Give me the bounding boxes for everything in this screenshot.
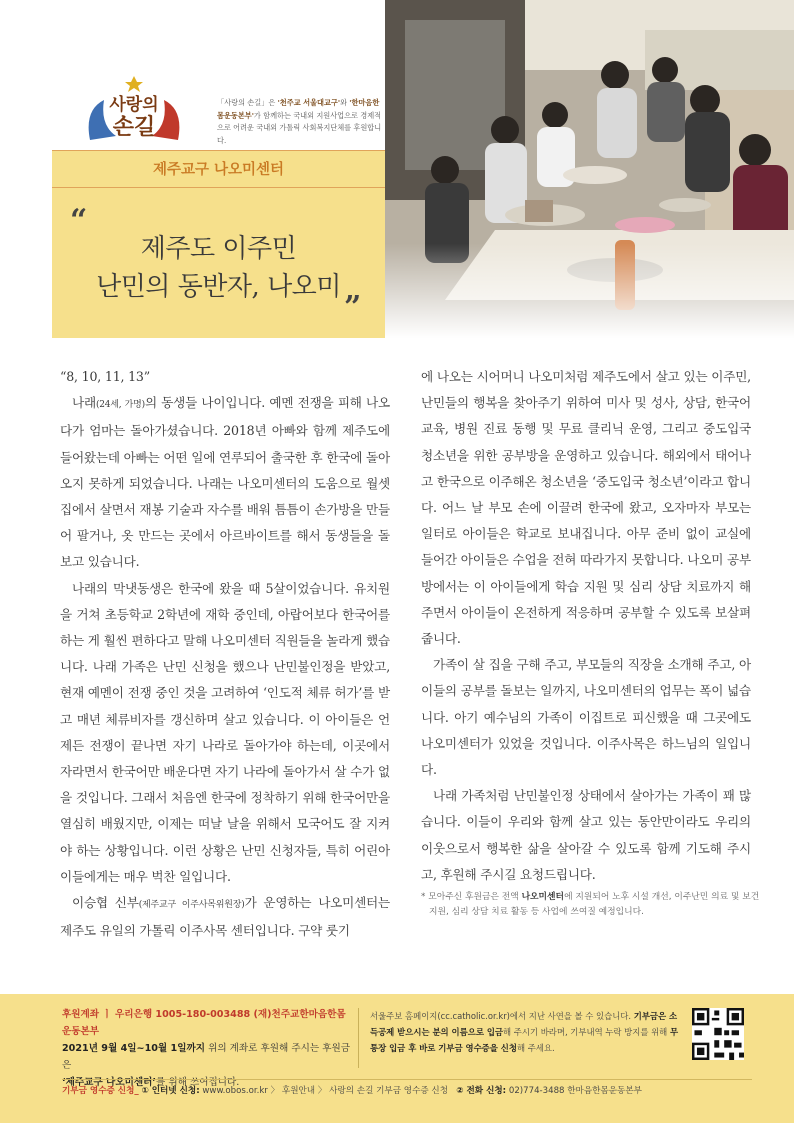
center-name: 제주교구 나오미센터 (52, 150, 385, 188)
footer-divider (358, 1008, 359, 1068)
title-line-2: 난민의 동반자, 나오미 (96, 272, 341, 302)
paragraph: 나래 가족처럼 난민불인정 상태에서 살아가는 가족이 꽤 많습니다. 이들이 우리와 함께 살고 있는 동안만이라도 우리의 이웃으로서 행복한 삶을 살아갈 수 있도록 함께 기도해 주시고, 후원해 주시길 요청드립니다. (421, 788, 751, 882)
period-line: 2021년 9월 4일~10월 1일까지 위의 계좌로 후원해 주시는 후원금은 (62, 1043, 351, 1071)
title-line-1: 제주도 이주민 (140, 234, 297, 264)
receipt-request-line: 기부금 영수증 신청_ ① 인터넷 신청: www.obos.or.kr 〉 후원안내 〉 사랑의 손길 기부금 영수증 신청 ② 전화 신청: 02)774-3488 한마음한몸운동본부 (62, 1079, 752, 1099)
love-hands-logo (80, 70, 188, 148)
article-column-left (60, 364, 390, 944)
close-quote-mark: ” (344, 290, 362, 325)
paragraph: 나래(24세, 가명)의 동생들 나이입니다. 예멘 전쟁을 피해 나오다가 엄마는 돌아가셨습니다. 2018년 아빠와 함께 제주도에 들어왔는데 아빠는 어떤 일에 연루되어 출국한 후 한국에 돌아오지 못하게 되었습니다. 나래는 나오미센터의 도움으로 월셋집에서 살면서 재봉 기술과 자수를 배워 틈틈이 손가방을 만들어 팔거나, 옷 만드는 곳에서 아르바이트를 해서 동생들을 돌보고 있습니다. (60, 395, 390, 570)
svg-text:사랑의: 사랑의 (109, 95, 159, 115)
article-column-right (421, 364, 751, 888)
account-label: 후원계좌 ㅣ 우리은행 1005-180-003488 (재)천주교한마음한몸운동본부 (62, 1009, 346, 1037)
open-quote-mark: “ (70, 203, 88, 238)
intro-text: 「사랑의 손길」은 '천주교 서울대교구'와 '한마음한몸운동본부'가 함께하는 국내외 지원사업으로 경제적으로 어려운 국내외 가톨릭 사회복지단체를 후원합니다. (217, 98, 382, 145)
header-panel (52, 0, 385, 338)
footer (0, 994, 794, 1123)
svg-text:손길: 손길 (112, 114, 156, 140)
page-title (52, 230, 385, 306)
target-line: ‘제주교구 나오미센터’를 위해 쓰여집니다. (62, 1077, 240, 1088)
receipt-guide: 서울주보 홈페이지(cc.catholic.or.kr)에서 지난 사연을 볼 수 있습니다. 기부금은 소득공제 받으시는 분의 이름으로 입금해 주시기 바라며, 기부내역 누락 방지를 위해 무통장 입금 후 바로 기부금 영수증을 신청해 주세요. (370, 1011, 679, 1053)
qr-code-icon[interactable] (692, 1008, 744, 1060)
paragraph: 이승협 신부(제주교구 이주사목위원장)가 운영하는 나오미센터는 제주도 유일의 가톨릭 이주사목 센터입니다. 구약 룻기 (60, 895, 390, 939)
paragraph: 가족이 살 집을 구해 주고, 부모들의 직장을 소개해 주고, 아이들의 공부를 돌보는 일까지, 나오미센터의 업무는 폭이 넓습니다. 아기 예수님의 가족이 이집트로 피신했을 때 그곳에도 나오미센터가 있었을 것입니다. 이주사목은 하느님의 일입니다. (421, 657, 751, 778)
paragraph: 나래의 막냇동생은 한국에 왔을 때 5살이었습니다. 유치원을 거쳐 초등학교 2학년에 재학 중인데, 아랍어보다 한국어를 하는 게 훨씬 편하다고 말해 나오미센터 직원들을 놀라게 했습니다. 나래 가족은 난민 신청을 했으나 난민불인정을 받았고, 현재 예멘이 전쟁 중인 것을 고려하여 ‘인도적 체류 허가’를 받고 매년 체류비자를 갱신하며 살고 있습니다. 이 아이들은 언제든 전쟁이 끝나면 자기 나라로 돌아가야 하는데, 이곳에서 자라면서 한국어만 배운다면 자기 나라에 돌아가서 살 수가 없을 것입니다. 그래서 처음엔 한국에 정착하기 위해 한국어만을 열심히 배웠지만, 이제는 떠날 날을 위해서 모국어도 잘 지켜야 하는 상황입니다. 이런 상황은 난민 신청자들, 특히 어린아이들에게는 매우 벅찬 일입니다. (60, 580, 390, 884)
pottery-class-photo (385, 0, 794, 338)
header-top (52, 0, 385, 150)
donation-note: * 모아주신 후원금은 전액 나오미센터에 지원되어 노후 시설 개선, 이주난민 의료 및 보건 지원, 심리 상담 치료 활동 등 사업에 쓰여질 예정입니다. (421, 892, 760, 917)
paragraph: 에 나오는 시어머니 나오미처럼 제주도에서 살고 있는 이주민, 난민들의 행복을 찾아주기 위하여 미사 및 성사, 상담, 한국어 교육, 병원 진료 동행 및 무료 클리닉 운영, 그리고 중도입국 청소년을 위한 공부방을 운영하고 있습니다. 해외에서 태어나고 한국으로 이주해온 청소년을 ‘중도입국 청소년’이라고 합니다. 어느 날 부모 손에 이끌려 한국에 왔고, 오자마자 부모는 일터로 아이들은 학교로 보내집니다. 아무 준비 없이 교실에 들어간 아이들은 수업을 전혀 따라가지 못합니다. 나오미 공부방에서는 이 아이들에게 학습 지원 및 심리 상담 치료까지 해주면서 아이들이 온전하게 적응하며 공부할 수 있도록 보살펴줍니다. (421, 369, 751, 647)
opening-quote: “8, 10, 11, 13” (60, 369, 150, 384)
